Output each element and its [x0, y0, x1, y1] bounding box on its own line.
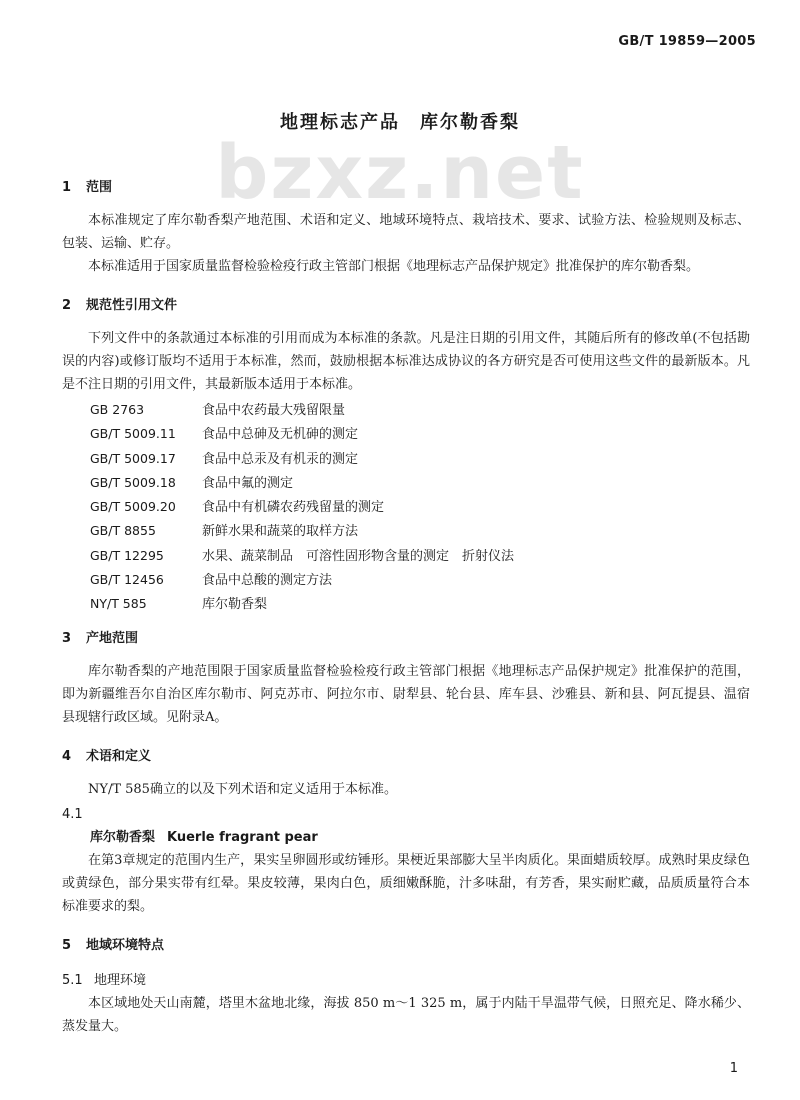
section-title: 规范性引用文件 — [86, 298, 178, 313]
paragraph: 本标准适用于国家质量监督检验检疫行政主管部门根据《地理标志产品保护规定》批准保护的库尔勒香梨。 — [88, 259, 700, 274]
section-title: 地域环境特点 — [86, 937, 165, 953]
reference-code: GB/T 5009.11 — [90, 426, 176, 442]
reference-title: 食品中有机磷农药残留量的测定 — [202, 500, 385, 516]
section-title: 范围 — [86, 180, 113, 195]
paragraph: 本区域地处天山南麓，塔里木盆地北缘，海拔 850 m～1 325 m，属于内陆干旱温带气候，日照充足、降水稀少、蒸发量大。 — [62, 995, 750, 1034]
section-number: 3 — [62, 630, 72, 646]
reference-item — [90, 519, 750, 543]
paragraph: 本标准规定了库尔勒香梨产地范围、术语和定义、地域环境特点、栽培技术、要求、试验方法、检验规则及标志、包装、运输、贮存。 — [62, 213, 750, 251]
term-english: Kuerle fragrant pear — [167, 829, 318, 845]
subsection-number: 4.1 — [62, 806, 83, 822]
reference-item — [90, 422, 750, 446]
standard-number: GB/T 19859—2005 — [618, 34, 756, 49]
paragraph: 库尔勒香梨的产地范围限于国家质量监督检验检疫行政主管部门根据《地理标志产品保护规定》批准保护的范围，即为新疆维吾尔自治区库尔勒市、阿克苏市、阿拉尔市、尉犁县、轮台县、库车县、沙雅县、新和县、阿瓦提县、温宿县现辖行政区域。见附录A。 — [62, 663, 750, 725]
section-number: 1 — [62, 180, 72, 195]
paragraph: NY/T 585确立的以及下列术语和定义适用于本标准。 — [88, 781, 397, 797]
section-title: 产地范围 — [86, 630, 139, 646]
reference-item — [90, 398, 750, 422]
section-number: 4 — [62, 748, 72, 764]
reference-item — [90, 447, 750, 471]
reference-title: 新鲜水果和蔬菜的取样方法 — [202, 524, 359, 540]
watermark: bzxz.net — [215, 130, 585, 216]
reference-title: 食品中总汞及有机汞的测定 — [202, 451, 359, 467]
reference-code: GB/T 5009.17 — [90, 450, 176, 466]
reference-code: NY/T 585 — [90, 596, 147, 612]
reference-code: GB/T 12456 — [90, 572, 164, 588]
reference-title: 食品中总砷及无机砷的测定 — [202, 427, 359, 443]
reference-code: GB 2763 — [90, 402, 145, 417]
reference-code: GB/T 8855 — [90, 523, 156, 539]
reference-title: 水果、蔬菜制品 可溶性固形物含量的测定 折射仪法 — [202, 548, 515, 564]
page-number: 1 — [729, 1061, 738, 1076]
subsection-number: 5.1 — [62, 972, 83, 988]
subsection-heading — [62, 969, 750, 992]
subsection-title: 地理环境 — [94, 972, 147, 988]
reference-item — [90, 592, 750, 616]
reference-item — [90, 471, 750, 495]
reference-code: GB/T 5009.18 — [90, 474, 176, 490]
reference-item — [90, 568, 750, 592]
section-heading — [62, 176, 750, 199]
reference-code: GB/T 5009.20 — [90, 499, 176, 515]
reference-title: 食品中总酸的测定方法 — [202, 573, 333, 589]
reference-code: GB/T 12295 — [90, 547, 164, 563]
document-title: 地理标志产品 库尔勒香梨 — [280, 112, 520, 133]
reference-item — [90, 544, 750, 568]
reference-item — [90, 495, 750, 519]
section-heading — [62, 294, 750, 317]
section-number: 5 — [62, 937, 72, 953]
section-heading — [62, 745, 750, 768]
reference-title: 食品中农药最大残留限量 — [202, 403, 346, 418]
paragraph: 下列文件中的条款通过本标准的引用而成为本标准的条款。凡是注日期的引用文件，其随后所有的修改单(不包括勘误的内容)或修订版均不适用于本标准，然而，鼓励根据本标准达成协议的各方研究是否可使用这些文件的最新版本。凡是不注日期的引用文件，其最新版本适用于本标准。 — [62, 331, 750, 392]
reference-list — [62, 398, 750, 617]
reference-title: 库尔勒香梨 — [202, 597, 268, 613]
section-heading — [62, 934, 750, 957]
section-title: 术语和定义 — [86, 748, 152, 764]
term-entry — [90, 826, 750, 849]
reference-title: 食品中氟的测定 — [202, 475, 294, 491]
document-body — [62, 176, 750, 1038]
term-chinese: 库尔勒香梨 — [90, 829, 156, 845]
section-number: 2 — [62, 298, 72, 313]
section-heading — [62, 627, 750, 650]
term-definition: 在第3章规定的范围内生产，果实呈卵圆形或纺锤形。果梗近果部膨大呈半肉质化。果面蜡质较厚。成熟时果皮绿色或黄绿色，部分果实带有红晕。果皮较薄，果肉白色，质细嫩酥脆，汁多味甜，有芳香，果实耐贮藏，品质质量符合本标准要求的梨。 — [62, 852, 750, 914]
